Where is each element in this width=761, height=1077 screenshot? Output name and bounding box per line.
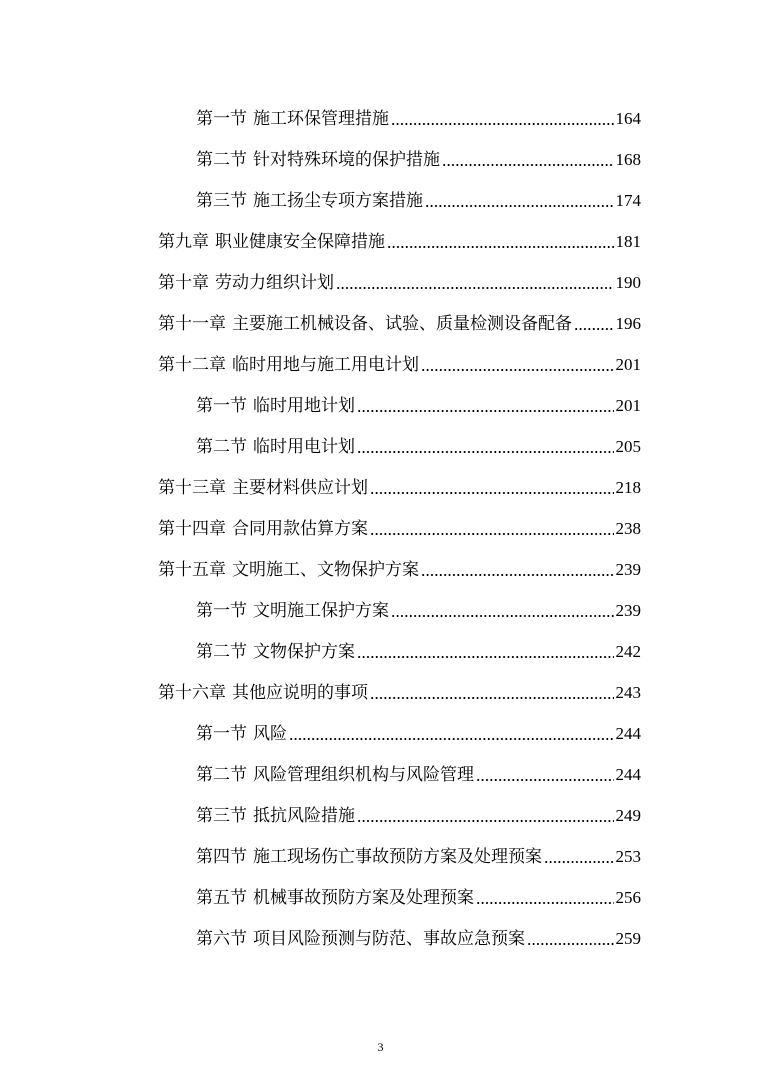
dot-leader bbox=[357, 410, 614, 412]
dot-leader bbox=[289, 738, 614, 740]
toc-entry-label bbox=[158, 477, 368, 499]
toc-entry[interactable] bbox=[196, 377, 641, 417]
toc-entry[interactable] bbox=[158, 541, 641, 581]
toc-entry[interactable] bbox=[196, 828, 641, 868]
toc-entry-page: 238 bbox=[615, 519, 641, 538]
toc-entry[interactable] bbox=[196, 869, 641, 909]
toc-entry-number: 第三节 bbox=[196, 191, 247, 211]
toc-entry[interactable] bbox=[158, 213, 641, 253]
dot-leader bbox=[574, 328, 614, 330]
toc-entry-number: 第二节 bbox=[196, 437, 247, 457]
toc-entry-label bbox=[158, 518, 368, 540]
toc-entry-number: 第十章 bbox=[158, 273, 209, 293]
toc-entry-page: 174 bbox=[615, 191, 641, 210]
toc-entry-title: 主要施工机械设备、试验、质量检测设备配备 bbox=[232, 314, 572, 334]
dot-leader bbox=[370, 492, 614, 494]
toc-entry-title: 劳动力组织计划 bbox=[215, 273, 334, 293]
toc-entry-label bbox=[158, 272, 334, 294]
toc-entry[interactable] bbox=[196, 705, 641, 745]
toc-entry[interactable] bbox=[196, 172, 641, 212]
toc-entry-page: 190 bbox=[615, 273, 641, 292]
toc-entry-page: 242 bbox=[615, 642, 641, 661]
toc-entry[interactable] bbox=[158, 500, 641, 540]
toc-entry-page: 218 bbox=[615, 478, 641, 497]
toc-entry-label bbox=[158, 559, 419, 581]
toc-entry[interactable] bbox=[196, 90, 641, 130]
toc-entry-page: 164 bbox=[615, 109, 641, 128]
toc-entry-label bbox=[158, 313, 572, 335]
toc-entry-number: 第一节 bbox=[196, 396, 247, 416]
page-number: 3 bbox=[377, 1040, 384, 1054]
toc-entry-label bbox=[196, 395, 355, 417]
toc-entry-title: 临时用电计划 bbox=[253, 437, 355, 457]
toc-entry-page: 201 bbox=[615, 396, 641, 415]
toc-entry-number: 第十三章 bbox=[158, 478, 226, 498]
dot-leader bbox=[387, 246, 614, 248]
toc-entry-title: 施工环保管理措施 bbox=[253, 109, 389, 129]
toc-entry[interactable] bbox=[158, 664, 641, 704]
toc-entry-number: 第十六章 bbox=[158, 683, 226, 703]
dot-leader bbox=[391, 615, 614, 617]
toc-entry[interactable] bbox=[158, 254, 641, 294]
dot-leader bbox=[476, 902, 614, 904]
toc-entry-label bbox=[196, 805, 355, 827]
dot-leader bbox=[425, 205, 614, 207]
toc-entry-page: 205 bbox=[615, 437, 641, 456]
toc-entry-title: 机械事故预防方案及处理预案 bbox=[253, 888, 474, 908]
toc-entry-title: 抵抗风险措施 bbox=[253, 806, 355, 826]
toc-entry-label bbox=[196, 928, 525, 950]
toc-entry-title: 临时用地与施工用电计划 bbox=[232, 355, 419, 375]
toc-entry-label bbox=[196, 600, 389, 622]
toc-entry-page: 244 bbox=[615, 765, 641, 784]
toc-entry-label bbox=[196, 846, 542, 868]
toc-entry-number: 第一节 bbox=[196, 109, 247, 129]
toc-entry-title: 职业健康安全保障措施 bbox=[215, 232, 385, 252]
toc-entry-label bbox=[196, 764, 474, 786]
toc-entry-number: 第九章 bbox=[158, 232, 209, 252]
toc-entry-title: 项目风险预测与防范、事故应急预案 bbox=[253, 929, 525, 949]
toc-entry-number: 第十一章 bbox=[158, 314, 226, 334]
toc-entry-label bbox=[158, 231, 385, 253]
toc-entry[interactable] bbox=[158, 295, 641, 335]
toc-entry-label bbox=[196, 190, 423, 212]
toc-entry-title: 施工扬尘专项方案措施 bbox=[253, 191, 423, 211]
toc-entry-label bbox=[196, 887, 474, 909]
toc-entry-number: 第三节 bbox=[196, 806, 247, 826]
toc-entry-title: 施工现场伤亡事故预防方案及处理预案 bbox=[253, 847, 542, 867]
toc-entry-number: 第十二章 bbox=[158, 355, 226, 375]
toc-entry-title: 针对特殊环境的保护措施 bbox=[253, 150, 440, 170]
toc-entry-title: 临时用地计划 bbox=[253, 396, 355, 416]
toc-entry-page: 239 bbox=[615, 601, 641, 620]
toc-entry-title: 文明施工、文物保护方案 bbox=[232, 560, 419, 580]
toc-entry-page: 244 bbox=[615, 724, 641, 743]
toc-entry-title: 合同用款估算方案 bbox=[232, 519, 368, 539]
toc-entry[interactable] bbox=[196, 623, 641, 663]
toc-entry-label bbox=[196, 149, 440, 171]
dot-leader bbox=[442, 164, 614, 166]
dot-leader bbox=[370, 533, 614, 535]
toc-entry-label bbox=[196, 108, 389, 130]
toc-entry-page: 201 bbox=[615, 355, 641, 374]
toc-entry[interactable] bbox=[158, 336, 641, 376]
toc-entry-label bbox=[196, 723, 287, 745]
toc-entry-number: 第十五章 bbox=[158, 560, 226, 580]
toc-entry-number: 第十四章 bbox=[158, 519, 226, 539]
dot-leader bbox=[370, 697, 614, 699]
dot-leader bbox=[357, 820, 614, 822]
dot-leader bbox=[391, 123, 614, 125]
toc-entry-label bbox=[158, 354, 419, 376]
toc-entry-label bbox=[196, 436, 355, 458]
dot-leader bbox=[476, 779, 614, 781]
toc-entry-title: 风险管理组织机构与风险管理 bbox=[253, 765, 474, 785]
toc-entry-number: 第四节 bbox=[196, 847, 247, 867]
toc-entry[interactable] bbox=[158, 459, 641, 499]
toc-entry-page: 239 bbox=[615, 560, 641, 579]
toc-entry-title: 主要材料供应计划 bbox=[232, 478, 368, 498]
dot-leader bbox=[421, 369, 614, 371]
toc-entry-page: 256 bbox=[615, 888, 641, 907]
toc-entry-title: 文物保护方案 bbox=[253, 642, 355, 662]
toc-entry-title: 文明施工保护方案 bbox=[253, 601, 389, 621]
toc-entry-number: 第六节 bbox=[196, 929, 247, 949]
toc-entry[interactable] bbox=[196, 910, 641, 950]
dot-leader bbox=[421, 574, 614, 576]
toc-entry-page: 253 bbox=[615, 847, 641, 866]
toc-entry[interactable] bbox=[196, 787, 641, 827]
toc-entry-page: 168 bbox=[615, 150, 641, 169]
toc-entry[interactable] bbox=[196, 582, 641, 622]
toc-entry-page: 259 bbox=[615, 929, 641, 948]
toc-entry[interactable] bbox=[196, 418, 641, 458]
toc-entry-title: 风险 bbox=[253, 724, 287, 744]
toc-entry-page: 181 bbox=[615, 232, 641, 251]
toc-entry-label bbox=[196, 641, 355, 663]
toc-entry-page: 249 bbox=[615, 806, 641, 825]
dot-leader bbox=[357, 451, 614, 453]
dot-leader bbox=[357, 656, 614, 658]
dot-leader bbox=[527, 943, 614, 945]
toc-entry-number: 第二节 bbox=[196, 765, 247, 785]
toc-entry[interactable] bbox=[196, 746, 641, 786]
toc-entry-page: 196 bbox=[615, 314, 641, 333]
toc-entry-number: 第二节 bbox=[196, 150, 247, 170]
toc-entry-number: 第五节 bbox=[196, 888, 247, 908]
toc-entry-title: 其他应说明的事项 bbox=[232, 683, 368, 703]
toc-entry-number: 第一节 bbox=[196, 724, 247, 744]
dot-leader bbox=[336, 287, 614, 289]
toc-entry-page: 243 bbox=[615, 683, 641, 702]
toc-entry-number: 第二节 bbox=[196, 642, 247, 662]
toc-entry[interactable] bbox=[196, 131, 641, 171]
toc-entry-number: 第一节 bbox=[196, 601, 247, 621]
toc-entry-label bbox=[158, 682, 368, 704]
dot-leader bbox=[544, 861, 614, 863]
